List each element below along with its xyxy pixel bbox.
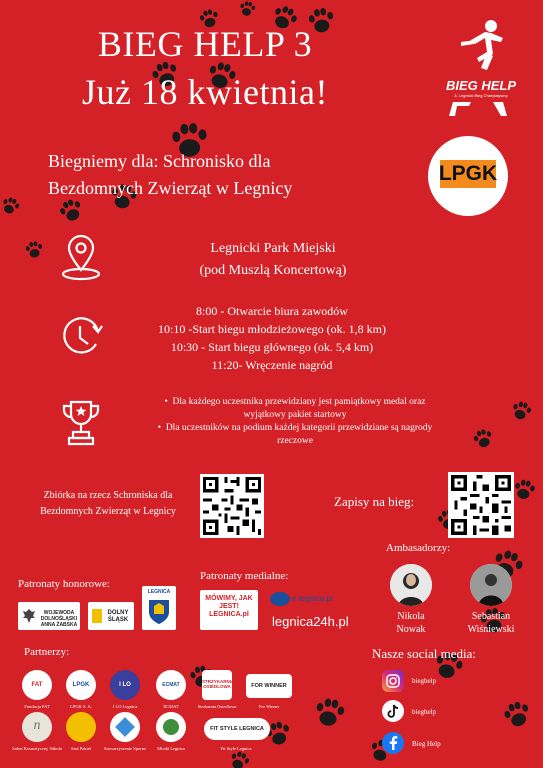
ambassador-name: Sebastian Wiśniewski	[467, 611, 515, 635]
ambassador-name: Nikola Nowak	[396, 611, 426, 635]
honorary-title: Patronaty honorowe:	[18, 578, 110, 590]
fat-logo: FAT	[22, 670, 52, 700]
schedule-item: 10:30 - Start biegu głównego (ok. 5,4 km)	[170, 340, 374, 354]
avatar	[470, 564, 512, 606]
facebook-icon[interactable]	[382, 732, 404, 754]
prize-item: • Dla każdego uczestnika przewidziany jest pamiątkowy medal oraz wyjątkowy pakiet startowy	[164, 397, 426, 420]
bieg-help-logo-text: BIEG HELP	[445, 78, 517, 93]
for-winner-logo: FOR WINNER	[246, 674, 292, 698]
paw-icon	[510, 476, 538, 504]
runner-icon	[441, 18, 521, 74]
social-title: Nasze social media:	[372, 646, 476, 661]
legnica24h-logo: legnica24h.pl	[272, 614, 349, 629]
cause-line-2: Bezdomnych Zwierząt w Legnicy	[48, 178, 293, 198]
cause-line-1: Biegniemy dla: Schronisko dla	[48, 151, 271, 171]
prizes-list	[150, 396, 440, 448]
title-line-1: BIEG HELP 3	[97, 24, 313, 64]
stas-pakiel-logo	[66, 712, 96, 742]
wojewoda-logo: WOJEWODA DOLNOŚLĄSKI ANNA ŻABSKA	[18, 602, 80, 630]
instagram-icon[interactable]	[382, 670, 404, 692]
schedule-list	[126, 302, 418, 374]
clock-icon	[58, 314, 104, 360]
e-legnica-logo: e-legnica.pl	[292, 594, 333, 603]
schedule-item: 11:20- Wręczenie nagród	[211, 358, 333, 372]
lpgk-partner-logo: LPGK	[66, 670, 96, 700]
schedule-item: 8:00 - Otwarcie biura zawodów	[196, 304, 348, 318]
fundraiser-text: Zbiórka na rzecz Schroniska dla Bezdomnych Zwierząt w Legnicy	[40, 490, 176, 517]
avatar	[390, 564, 432, 606]
ecmat-logo: ECMAT	[156, 670, 186, 700]
fit-style-logo: FIT STYLE LEGNICA	[204, 718, 270, 740]
location-text	[150, 238, 396, 282]
paw-icon	[309, 693, 348, 732]
salon-nikola-logo: n	[22, 712, 52, 742]
tiktok-icon[interactable]	[382, 700, 404, 722]
paw-icon	[469, 425, 497, 453]
bieg-help-logo-subtitle: 3. Legnicki Bieg Charytatywny	[454, 93, 508, 98]
location-pin-icon	[60, 234, 102, 282]
paw-icon	[0, 193, 23, 219]
prize-item: • Dla uczestników na podium każdej kategorii przewidziane są nagrody rzeczowe	[157, 423, 433, 446]
legnica-logo: LEGNICA	[142, 586, 176, 630]
eagle-icon	[22, 608, 36, 624]
bieg-help-logo	[441, 18, 521, 114]
ilo-logo: I LO	[110, 670, 140, 700]
paw-icon	[498, 696, 536, 734]
trophy-icon	[60, 398, 102, 450]
partner-caption: For Winner	[258, 704, 280, 709]
paw-icon	[237, 0, 258, 19]
legnica-pl-logo: MÓWIMY, JAK JEST! LEGNICA.pl	[200, 590, 258, 630]
lpgk-logo-text: LPGK	[438, 162, 498, 185]
partner-caption: LPGK S. A.	[70, 704, 92, 709]
media-title: Patronaty medialne:	[200, 570, 289, 582]
fundraiser-qr-code[interactable]	[200, 474, 264, 538]
dolny-slask-logo: DOLNY ŚLĄSK	[88, 602, 134, 630]
partner-caption: Miodó Legnica	[157, 746, 185, 751]
ambassadors-title: Ambasadorzy:	[386, 542, 451, 554]
location-line-1: Legnicki Park Miejski	[210, 241, 336, 256]
partner-caption: Staś Pakieł	[71, 746, 91, 751]
tiktok-link[interactable]: bieghelp	[412, 708, 437, 716]
stowarzyszenie-logo	[110, 712, 140, 742]
cause-text	[48, 148, 378, 202]
partner-caption: ECMAT	[163, 704, 179, 709]
runner-legs-icon	[441, 98, 521, 120]
partners-title: Partnerzy:	[24, 646, 70, 658]
partner-caption: I LO Legnica	[112, 704, 138, 709]
e-legnica-icon	[270, 592, 290, 606]
city-crest-icon	[147, 598, 171, 626]
location-line-2: (pod Muszlą Koncertową)	[199, 263, 347, 278]
facebook-link[interactable]: Bieg Help	[412, 740, 441, 748]
miodo-logo	[156, 712, 186, 742]
schedule-item: 10:10 -Start biegu młodzieżowego (ok. 1,8 km)	[158, 322, 386, 336]
signup-label: Zapisy na bieg:	[334, 494, 415, 509]
partner-caption: Strzkarnia Osiedlowa	[197, 704, 237, 709]
lpgk-logo	[428, 136, 508, 216]
partner-caption: Stowarzyszenie Sporne	[103, 746, 147, 751]
partner-caption: Salon Kosmetyczny Nikola	[12, 746, 62, 751]
partner-caption: Fundacja FAT	[24, 704, 50, 709]
paw-icon	[22, 238, 45, 261]
signup-qr-code[interactable]	[448, 472, 514, 538]
strzykarnia-logo: STRZYKARNIA OSIEDLOWA	[202, 670, 232, 700]
partner-caption: Fit Style Legnica	[220, 746, 252, 751]
title-line-2: Już 18 kwietnia!	[82, 72, 328, 112]
paw-icon	[508, 398, 535, 425]
instagram-link[interactable]: bieghelp	[412, 677, 437, 685]
